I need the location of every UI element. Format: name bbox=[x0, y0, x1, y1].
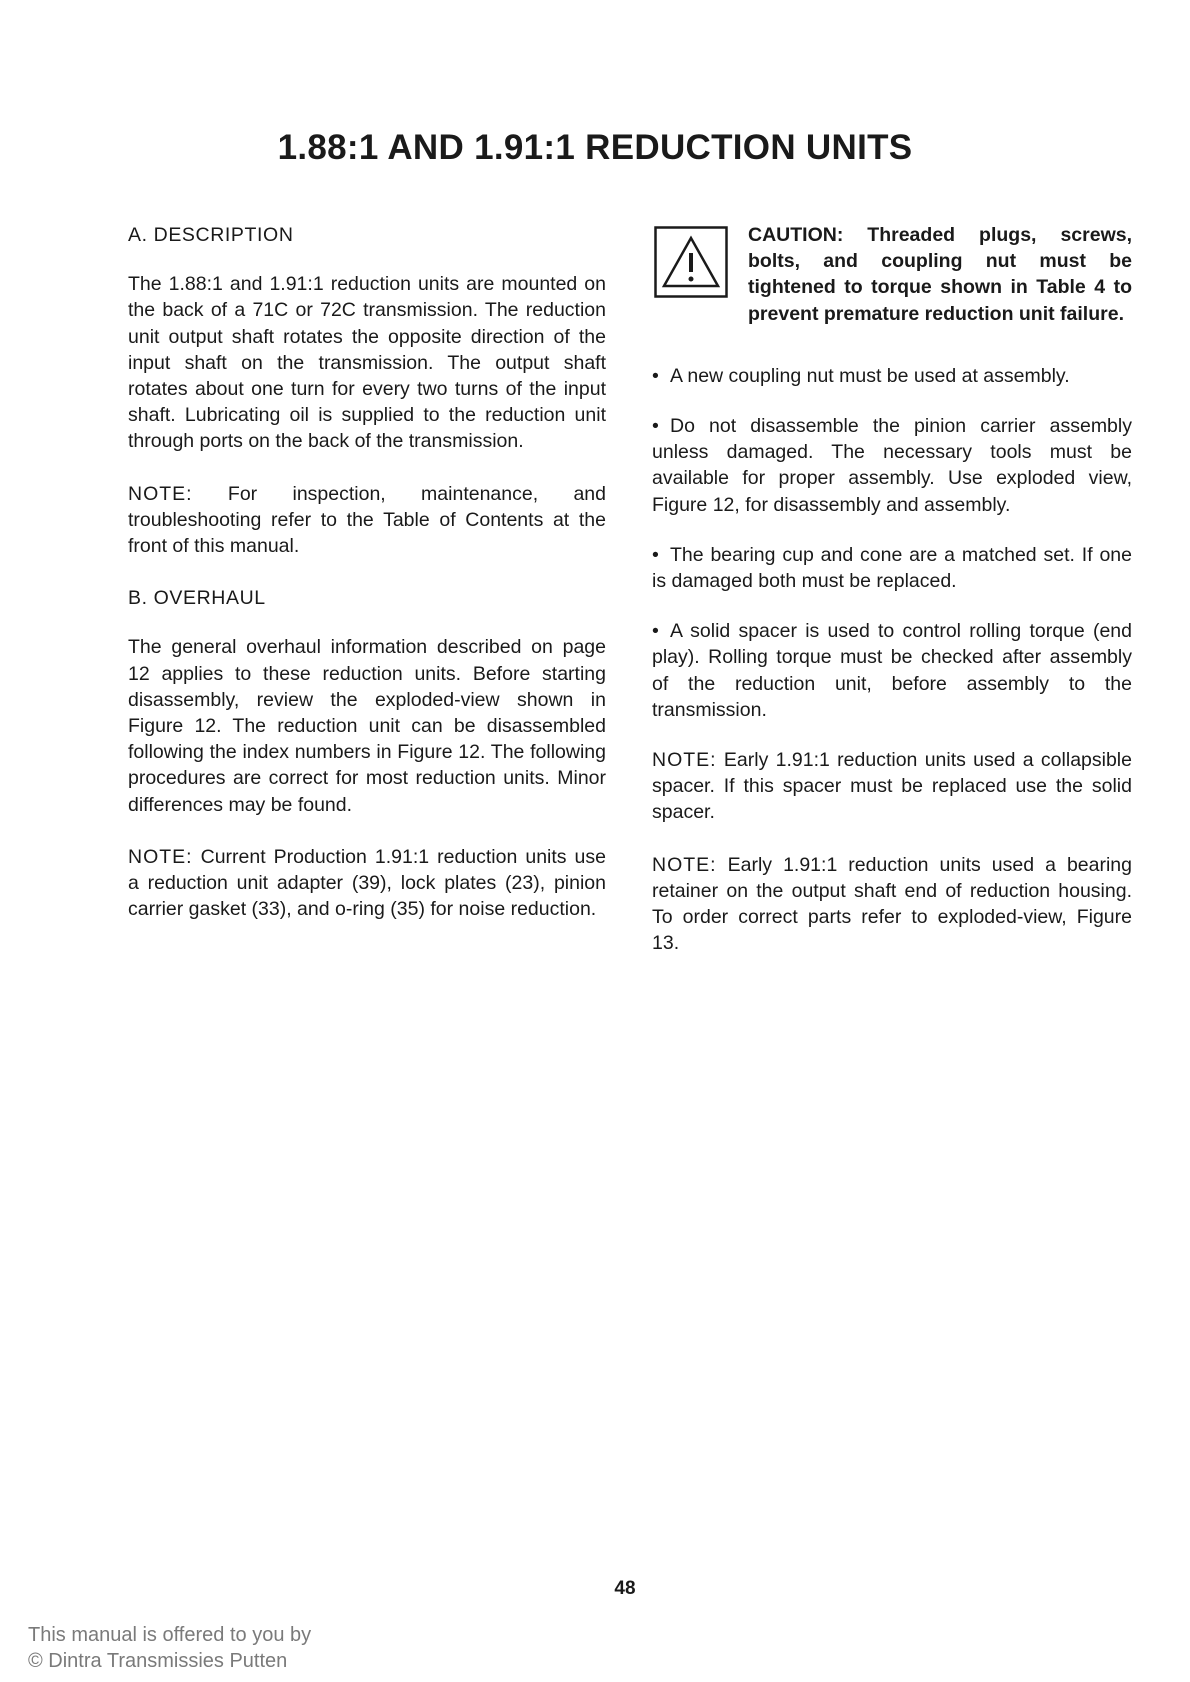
bullet-mark: • bbox=[652, 620, 659, 643]
bullet-mark: • bbox=[652, 415, 659, 438]
bullet-mark: • bbox=[652, 364, 659, 387]
note-current-production bbox=[128, 844, 606, 923]
bullet-text: Do not disassemble the pinion carrier assembly unless damaged. The necessary tools must be available for proper assembly. Use exploded view, Figure 12, for disassembly and assembly. bbox=[652, 415, 1132, 516]
description-text: The 1.88:1 and 1.91:1 reduction units are mounted on the back of a 71C or 72C transmission. The reduction unit output shaft rotates the opposite direction of the input shaft on the transmission. The output shaft rotates about one turn for every two turns of the input shaft. Lubricating oil is supplied to the reduction unit through ports on the back of the transmission. bbox=[128, 273, 606, 453]
note-label: NOTE: bbox=[652, 853, 717, 876]
bullet-text: The bearing cup and cone are a matched set. If one is damaged both must be replaced. bbox=[652, 543, 1132, 593]
note-text: Current Production 1.91:1 reduction units use a reduction unit adapter (39), lock plates (23), pinion carrier gasket (33), and o-ring (35) for noise reduction. bbox=[128, 845, 606, 921]
description-heading: A. DESCRIPTION bbox=[128, 224, 294, 246]
caution-block bbox=[652, 222, 1132, 327]
bullet-item bbox=[652, 413, 1132, 518]
note-label: NOTE: bbox=[128, 845, 193, 868]
note-label: NOTE: bbox=[652, 749, 717, 772]
bullet-item bbox=[652, 363, 1132, 389]
footer-line: This manual is offered to you by bbox=[28, 1624, 312, 1646]
note-label: NOTE: bbox=[128, 482, 193, 505]
bullet-item bbox=[652, 618, 1132, 723]
bullet-text: A new coupling nut must be used at assembly. bbox=[670, 364, 1070, 387]
bullet-item bbox=[652, 542, 1132, 594]
page-title: 1.88:1 AND 1.91:1 REDUCTION UNITS bbox=[277, 128, 913, 167]
note-collapsible-spacer bbox=[652, 747, 1132, 826]
footer-line: © Dintra Transmissies Putten bbox=[28, 1650, 288, 1672]
bullet-text: A solid spacer is used to control rolling torque (end play). Rolling torque must be checked after assembly of the reduction unit, before assembly to the transmission. bbox=[652, 620, 1132, 721]
footer-credit bbox=[28, 1622, 311, 1674]
note-bearing-retainer bbox=[652, 852, 1132, 957]
right-column bbox=[652, 222, 1132, 982]
note-text: For inspection, maintenance, and troubleshooting refer to the Table of Contents at the front of this manual. bbox=[128, 482, 606, 558]
note-text: Early 1.91:1 reduction units used a bearing retainer on the output shaft end of reduction housing. To order correct parts refer to exploded-view, Figure 13. bbox=[652, 853, 1132, 955]
left-column bbox=[128, 222, 606, 948]
page-number: 48 bbox=[614, 1578, 636, 1599]
note-inspection bbox=[128, 481, 606, 560]
bullet-mark: • bbox=[652, 543, 659, 566]
note-text: Early 1.91:1 reduction units used a collapsible spacer. If this spacer must be replaced use the solid spacer. bbox=[652, 749, 1132, 824]
overhaul-heading: B. OVERHAUL bbox=[128, 587, 266, 610]
warning-triangle-icon bbox=[654, 226, 728, 298]
overhaul-text: The general overhaul information described on page 12 applies to these reduction units. Before starting disassembly, review the exploded-view shown in Figure 12. The reduction unit can be disassembled following the index numbers in Figure 12. The following procedures are correct for most reduction units. Minor differences may be found. bbox=[128, 636, 606, 816]
caution-text: CAUTION: Threaded plugs, screws, bolts, and coupling nut must be tightened to torque shown in Table 4 to prevent premature reduction unit failure. bbox=[748, 224, 1132, 325]
